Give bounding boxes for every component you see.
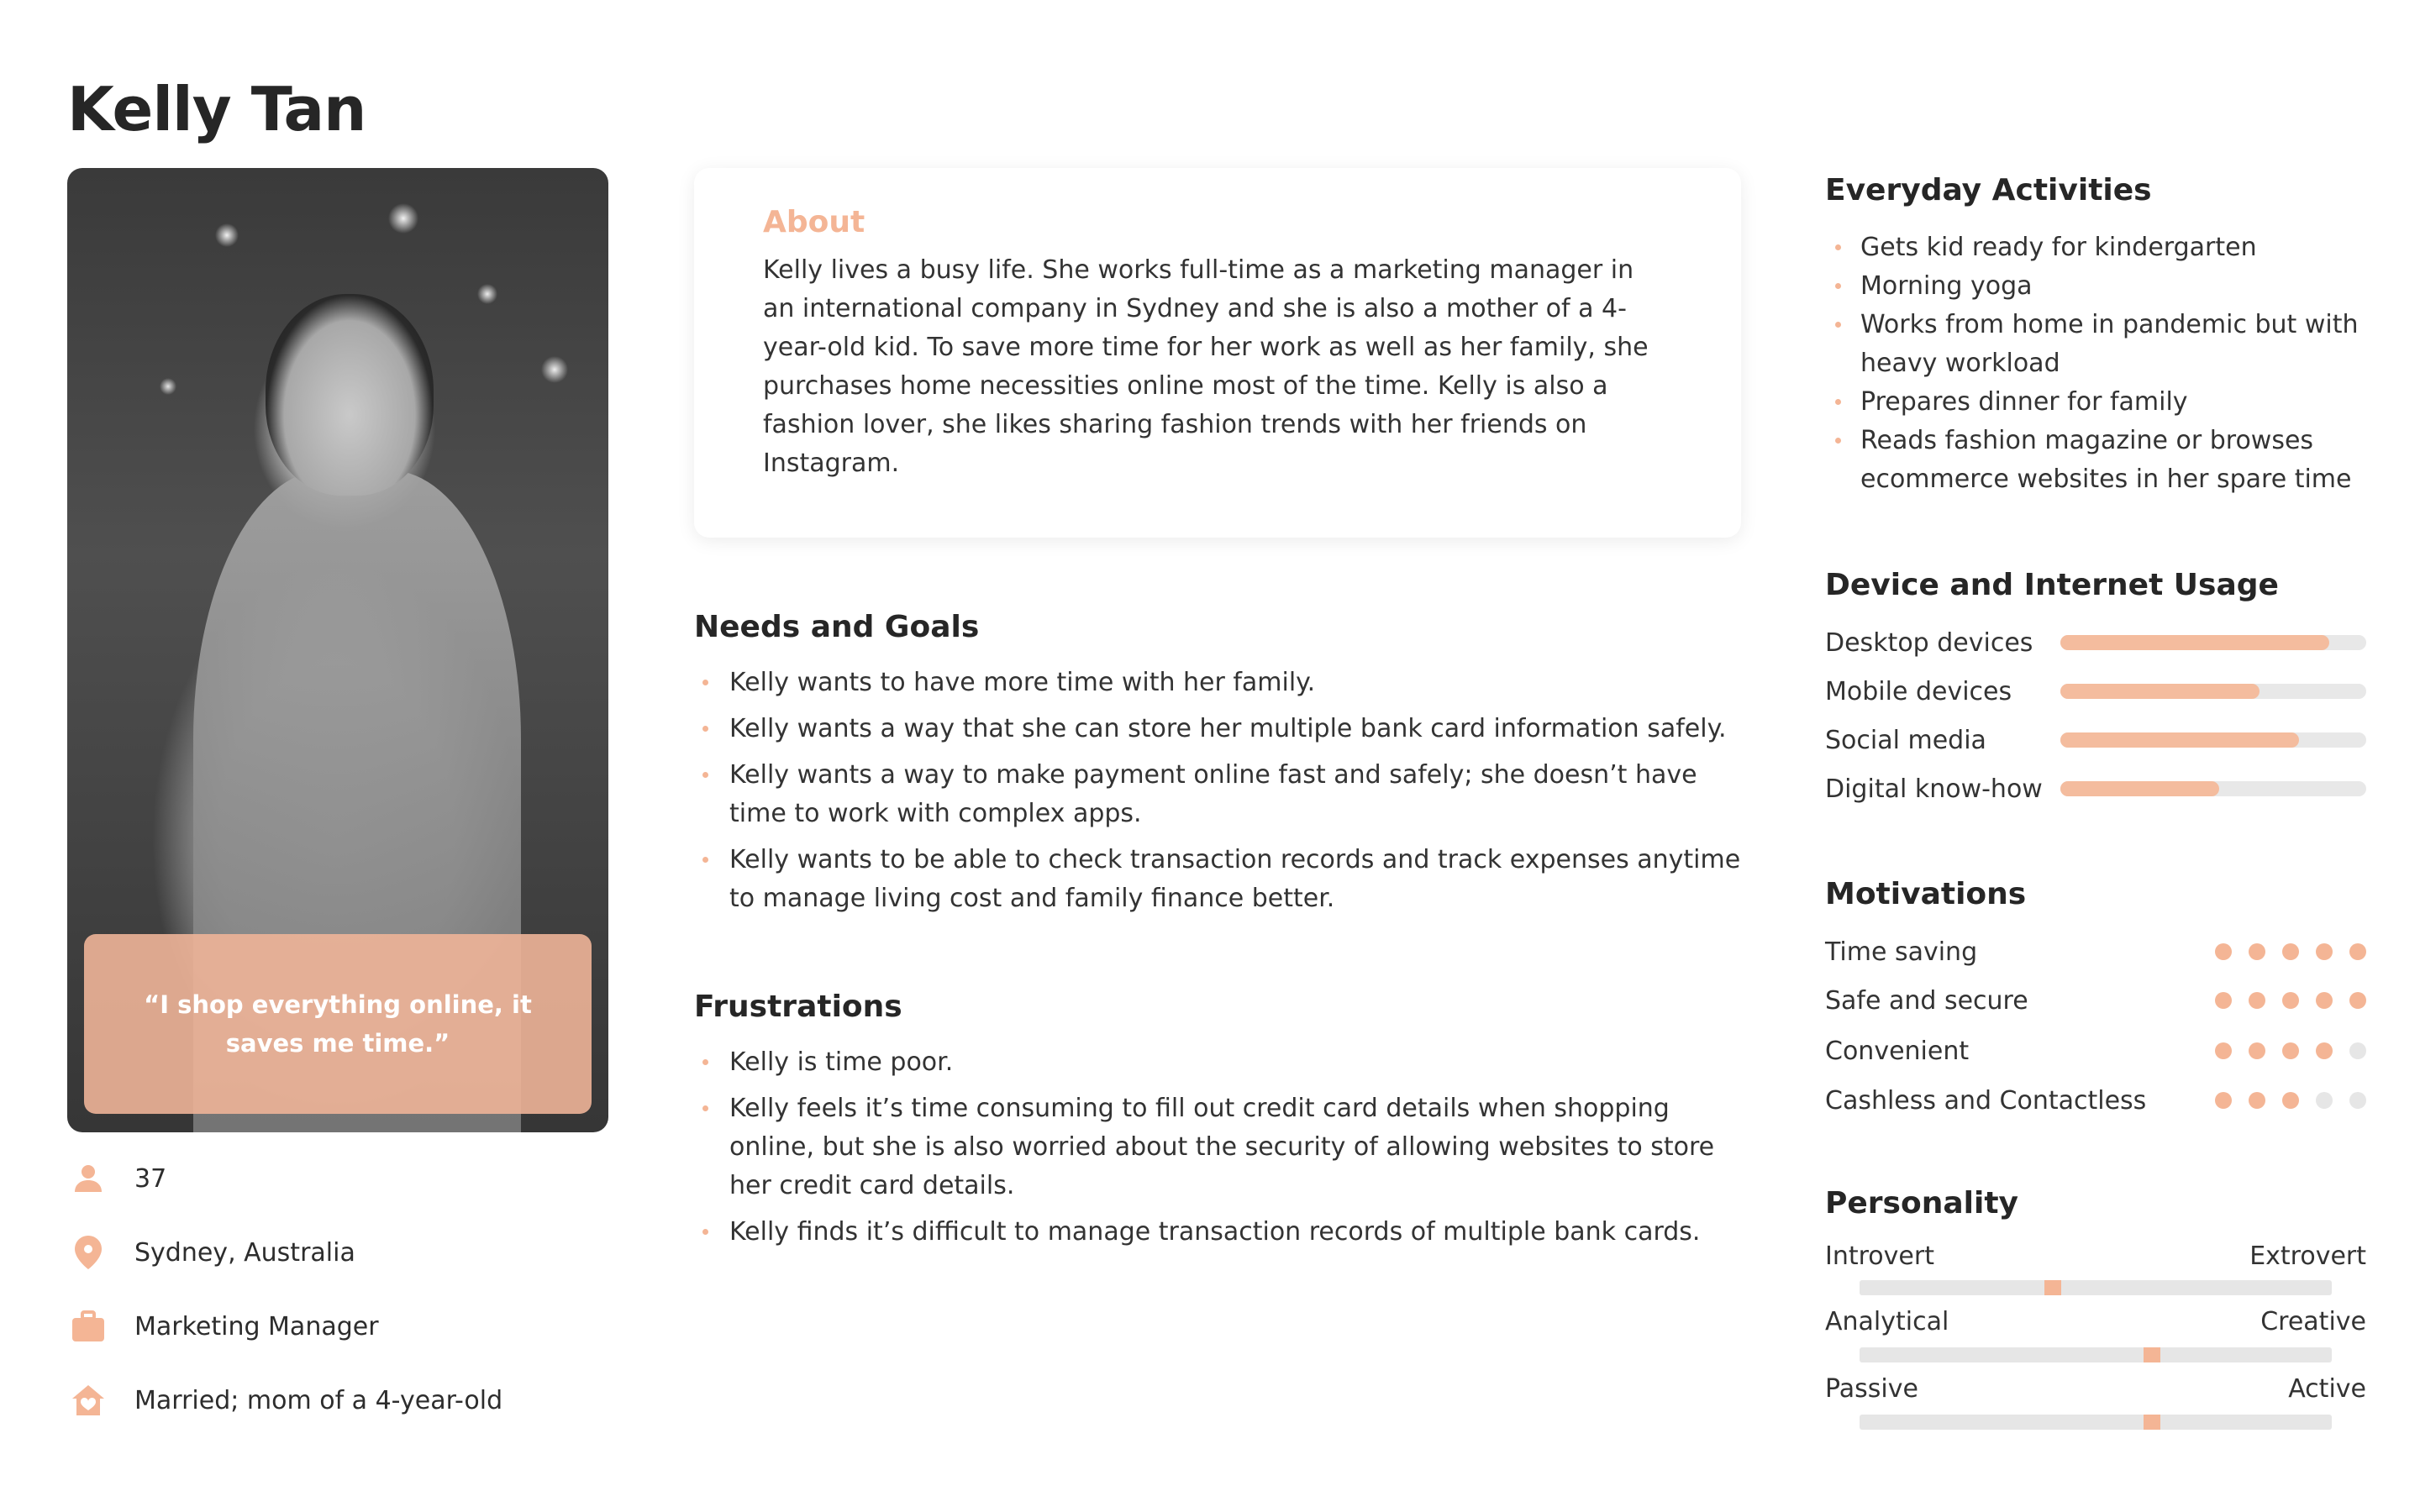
list-item: Kelly finds it’s difficult to manage transaction records of multiple bank cards.	[694, 1213, 1728, 1252]
about-label: About	[763, 205, 865, 239]
rating-dot-filled	[2215, 992, 2232, 1009]
info-job	[67, 1305, 379, 1347]
rating-dot-filled	[2282, 1092, 2299, 1109]
rating-dot-empty	[2316, 1092, 2333, 1109]
trait-right-label: Active	[2288, 1374, 2366, 1404]
bullet-dot	[1835, 283, 1841, 289]
briefcase-icon	[67, 1305, 109, 1347]
rating-dot-filled	[2282, 992, 2299, 1009]
usage-track	[2060, 781, 2366, 796]
usage-title: Device and Internet Usage	[1825, 568, 2279, 602]
rating-dots	[2198, 992, 2366, 1009]
usage-row	[1825, 721, 2366, 759]
quote-text: “I shop everything online, it saves me time.”	[144, 990, 532, 1058]
list-item: Kelly wants to be able to check transaction records and track expenses anytime to manage living cost and family finance better.	[694, 841, 1753, 918]
motivation-row	[1825, 981, 2366, 1020]
motivation-row	[1825, 1081, 2366, 1120]
usage-label: Social media	[1825, 725, 1986, 755]
needs-title: Needs and Goals	[694, 610, 980, 644]
rating-dot-filled	[2349, 992, 2366, 1009]
list-item: Kelly wants to have more time with her family.	[694, 664, 1753, 702]
usage-row	[1825, 623, 2366, 662]
frustrations-list	[694, 1043, 1728, 1259]
personality-marker	[2044, 1280, 2061, 1295]
needs-list	[694, 664, 1753, 926]
usage-fill	[2060, 635, 2329, 650]
age-text: 37	[134, 1163, 167, 1194]
bullet-dot	[702, 1105, 708, 1111]
info-family	[67, 1379, 502, 1421]
rating-dots	[2198, 1092, 2366, 1109]
rating-dot-filled	[2316, 943, 2333, 960]
rating-dot-filled	[2249, 1092, 2265, 1109]
personality-track	[1860, 1415, 2332, 1430]
person-icon	[67, 1158, 109, 1200]
rating-dot-empty	[2349, 1092, 2366, 1109]
list-item: Works from home in pandemic but with heavy workload	[1825, 306, 2371, 383]
bullet-dot	[1835, 322, 1841, 328]
trait-left-label: Analytical	[1825, 1307, 1949, 1336]
list-item: Kelly wants a way to make payment online fast and safely; she doesn’t have time to work with complex apps.	[694, 756, 1753, 833]
motivation-label: Time saving	[1825, 937, 1978, 967]
usage-label: Mobile devices	[1825, 676, 2012, 706]
personality-marker	[2144, 1347, 2160, 1362]
rating-dots	[2198, 943, 2366, 960]
bullet-dot	[1835, 438, 1841, 444]
location-pin-icon	[67, 1231, 109, 1273]
list-item: Kelly feels it’s time consuming to fill out credit card details when shopping online, but she is also worried about the security of allowing websites to store her credit card details.	[694, 1089, 1728, 1205]
about-card	[694, 168, 1741, 538]
trait-left-label: Passive	[1825, 1374, 1918, 1404]
list-item: Prepares dinner for family	[1825, 383, 2371, 422]
activities-list	[1825, 228, 2371, 499]
usage-row	[1825, 672, 2366, 711]
rating-dot-filled	[2249, 992, 2265, 1009]
rating-dot-filled	[2215, 1092, 2232, 1109]
usage-fill	[2060, 684, 2260, 699]
personality-marker	[2144, 1415, 2160, 1430]
about-text: Kelly lives a busy life. She works full-time as a marketing manager in an international company in Sydney and she is also a mother of a 4-year-old kid. To save more time for her work as well as her family, she purchases home necessities online most of the time. Kelly is also a fashion lover, she likes sharing fashion trends with her friends on Instagram.	[763, 255, 1649, 478]
usage-track	[2060, 635, 2366, 650]
trait-right-label: Extrovert	[2249, 1242, 2366, 1271]
bullet-dot	[702, 857, 708, 863]
rating-dot-filled	[2215, 943, 2232, 960]
quote-box	[84, 934, 592, 1114]
motivation-label: Cashless and Contactless	[1825, 1085, 2147, 1116]
personality-labels	[1825, 1307, 2366, 1344]
motivation-label: Convenient	[1825, 1036, 1970, 1066]
personality-labels	[1825, 1242, 2366, 1278]
frustrations-title: Frustrations	[694, 990, 902, 1024]
persona-photo	[67, 168, 608, 1132]
list-item: Gets kid ready for kindergarten	[1825, 228, 2371, 267]
bullet-dot	[702, 1229, 708, 1235]
rating-dot-filled	[2215, 1042, 2232, 1059]
rating-dot-filled	[2316, 1042, 2333, 1059]
motivations-title: Motivations	[1825, 877, 2027, 911]
activities-title: Everyday Activities	[1825, 173, 2152, 207]
trait-left-label: Introvert	[1825, 1242, 1934, 1271]
trait-right-label: Creative	[2260, 1307, 2366, 1336]
rating-dot-filled	[2316, 992, 2333, 1009]
personality-track	[1860, 1280, 2332, 1295]
bullet-dot	[1835, 244, 1841, 250]
list-item: Kelly wants a way that she can store her multiple bank card information safely.	[694, 710, 1753, 748]
bullet-dot	[702, 680, 708, 685]
rating-dot-filled	[2349, 943, 2366, 960]
motivation-row	[1825, 1032, 2366, 1070]
usage-fill	[2060, 732, 2299, 748]
bullet-dot	[1835, 399, 1841, 405]
rating-dot-filled	[2249, 943, 2265, 960]
personality-labels	[1825, 1374, 2366, 1411]
bullet-dot	[702, 726, 708, 732]
list-item: Kelly is time poor.	[694, 1043, 1728, 1082]
rating-dot-filled	[2249, 1042, 2265, 1059]
family-text: Married; mom of a 4-year-old	[134, 1385, 503, 1415]
bullet-dot	[702, 1059, 708, 1065]
usage-label: Digital know-how	[1825, 774, 2043, 804]
usage-track	[2060, 732, 2366, 748]
rating-dots	[2198, 1042, 2366, 1059]
list-item: Reads fashion magazine or browses ecommerce websites in her spare time	[1825, 422, 2371, 499]
list-item: Morning yoga	[1825, 267, 2371, 306]
job-text: Marketing Manager	[134, 1311, 379, 1341]
usage-fill	[2060, 781, 2219, 796]
photo-figure-head	[266, 294, 434, 496]
persona-name: Kelly Tan	[67, 74, 366, 144]
personality-track	[1860, 1347, 2332, 1362]
info-age	[67, 1158, 166, 1200]
motivation-label: Safe and secure	[1825, 985, 2028, 1016]
info-location	[67, 1231, 355, 1273]
home-heart-icon	[67, 1379, 109, 1421]
location-text: Sydney, Australia	[134, 1237, 355, 1268]
rating-dot-empty	[2349, 1042, 2366, 1059]
bullet-dot	[702, 772, 708, 778]
personality-title: Personality	[1825, 1186, 2018, 1221]
usage-track	[2060, 684, 2366, 699]
usage-label: Desktop devices	[1825, 627, 2033, 658]
rating-dot-filled	[2282, 943, 2299, 960]
motivation-row	[1825, 932, 2366, 971]
rating-dot-filled	[2282, 1042, 2299, 1059]
usage-row	[1825, 769, 2366, 808]
